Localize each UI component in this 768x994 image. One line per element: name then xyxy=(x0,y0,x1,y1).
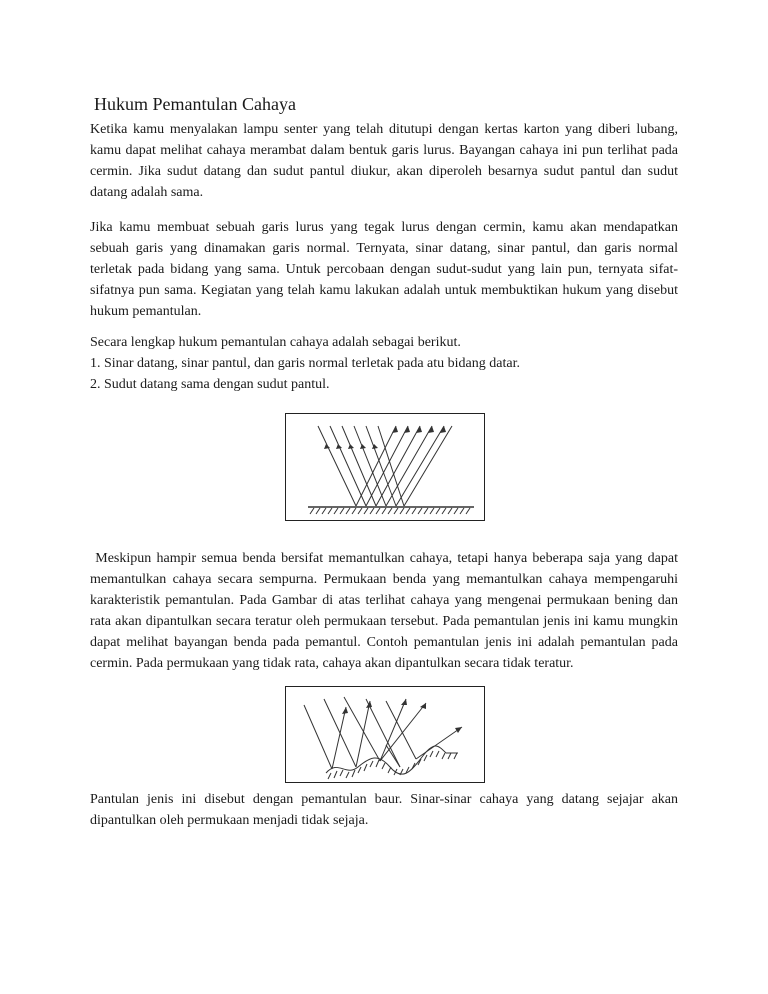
regular-reflection-diagram xyxy=(286,414,484,520)
diffuse-reflection-figure xyxy=(285,686,485,783)
regular-reflection-figure xyxy=(285,413,485,521)
page-title: Hukum Pemantulan Cahaya xyxy=(94,94,296,114)
diffuse-reflection-diagram xyxy=(286,687,484,782)
paragraph-1: Ketika kamu menyalakan lampu senter yang telah ditutupi dengan kertas karton yang diberi lubang, kamu dapat melihat cahaya merambat dalam bentuk garis lurus. Bayangan cahaya ini pun terlihat pada cermin. Jika sudut datang dan sudut pantul diukur, akan diperoleh besarnya sudut pantul dan sudut datang adalah sama. xyxy=(90,122,678,200)
list-item: 2. Sudut datang sama dengan sudut pantul. xyxy=(90,377,330,392)
paragraph-2: Jika kamu membuat sebuah garis lurus yang tegak lurus dengan cermin, kamu akan mendapatkan sebuah garis yang dinamakan garis normal. Ternyata, sinar datang, sinar pantul, dan garis normal terletak pada bidang yang sama. Untuk percobaan dengan sudut-sudut yang lain pun, ternyata sifat-sifatnya pun sama. Kegiatan yang telah kamu lakukan adalah untuk membuktikan hukum yang disebut hukum pemantulan. xyxy=(90,220,678,319)
paragraph-5: Pantulan jenis ini disebut dengan pemantulan baur. Sinar-sinar cahaya yang datang sejajar akan dipantulkan oleh permukaan menjadi tidak sejaja. xyxy=(90,792,678,828)
paragraph-3 xyxy=(90,332,678,395)
paragraph-4: Meskipun hampir semua benda bersifat memantulkan cahaya, tetapi hanya beberapa saja yang dapat memantulkan cahaya secara sempurna. Permukaan benda yang memantulkan cahaya mempengaruhi karakteristik pemantulan. Pada Gambar di atas terlihat cahaya yang mengenai permukaan bening dan rata akan dipantulkan secara teratur oleh permukaan tersebut. Pada pemantulan jenis ini kamu mungkin dapat melihat bayangan benda pada pemantul. Contoh pemantulan jenis ini adalah pemantulan pada cermin. Pada permukaan yang tidak rata, cahaya akan dipantulkan secara tidak teratur. xyxy=(90,551,682,671)
list-item: 1. Sinar datang, sinar pantul, dan garis normal terletak pada atu bidang datar. xyxy=(90,356,520,371)
list-intro: Secara lengkap hukum pemantulan cahaya adalah sebagai berikut. xyxy=(90,335,461,350)
